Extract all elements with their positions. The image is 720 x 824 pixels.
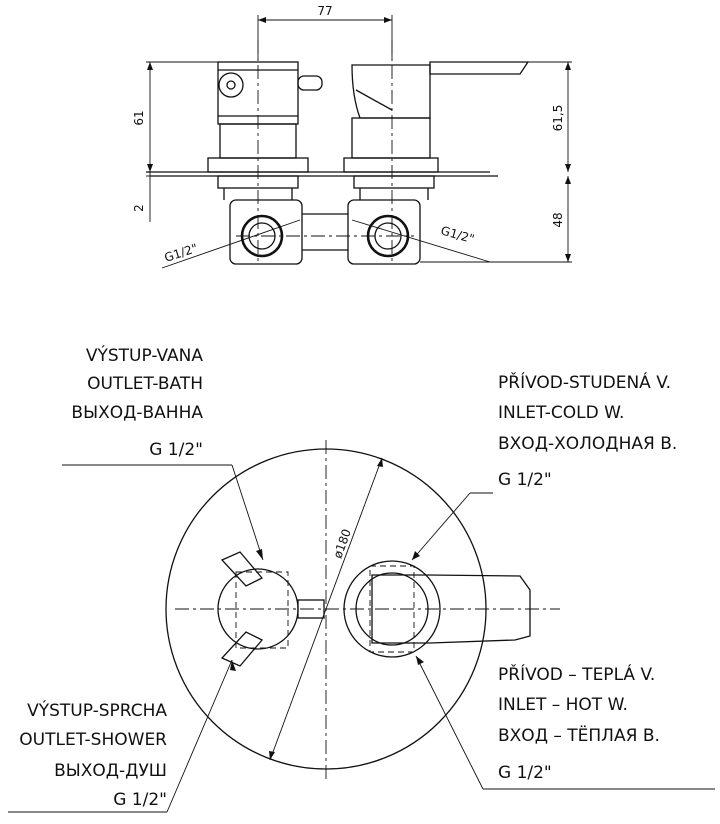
inlet-cold-line-2: INLET-COLD W. bbox=[498, 403, 625, 423]
inlet-hot-line-2: INLET – HOT W. bbox=[498, 695, 628, 715]
dim-2-text: 2 bbox=[132, 204, 146, 212]
label-outlet-shower bbox=[19, 699, 167, 810]
dim-77 bbox=[258, 4, 392, 60]
inlet-hot-line-4: G 1/2" bbox=[498, 763, 552, 783]
outlet-bath-line-1: VÝSTUP-VANA bbox=[85, 346, 203, 366]
left-diverter-body bbox=[208, 62, 322, 200]
dim-61-5-text: 61,5 bbox=[551, 104, 565, 132]
inlet-hot-line-3: ВХОД – ТЁПЛАЯ В. bbox=[498, 726, 660, 746]
front-view bbox=[8, 440, 715, 812]
inlet-hot-line-1: PŘÍVOD – TEPLÁ V. bbox=[498, 665, 656, 685]
dim-diameter-text: ø180 bbox=[330, 527, 354, 561]
outlet-bath-line-2: OUTLET-BATH bbox=[87, 374, 203, 394]
dim-61-5 bbox=[528, 62, 572, 172]
outlet-bath-line-4: G 1/2" bbox=[149, 440, 203, 460]
side-view bbox=[132, 4, 572, 268]
dim-48 bbox=[420, 176, 572, 262]
label-outlet-bath bbox=[71, 344, 203, 460]
thread-right bbox=[352, 220, 490, 262]
label-inlet-cold bbox=[498, 371, 677, 490]
right-mixer-body bbox=[344, 62, 528, 200]
dim-61-text: 61 bbox=[132, 110, 146, 126]
thread-left-text: G1/2" bbox=[162, 240, 200, 265]
dim-2 bbox=[132, 172, 160, 222]
outlet-shower-line-4: G 1/2" bbox=[113, 790, 167, 810]
inlet-cold-line-4: G 1/2" bbox=[498, 470, 552, 490]
dim-61 bbox=[132, 62, 218, 172]
outlet-bath-line-3: ВЫХОД-ВАННА bbox=[71, 403, 203, 423]
dim-48-text: 48 bbox=[551, 212, 565, 228]
outlet-shower-line-1: VÝSTUP-SPRCHA bbox=[27, 701, 167, 721]
inlet-cold-line-1: PŘÍVOD-STUDENÁ V. bbox=[498, 373, 672, 393]
outlet-shower-line-2: OUTLET-SHOWER bbox=[19, 730, 167, 750]
outlet-shower-line-3: ВЫХОД-ДУШ bbox=[54, 761, 167, 781]
inlet-cold-line-3: ВХОД-ХОЛОДНАЯ В. bbox=[498, 434, 678, 454]
label-inlet-hot bbox=[498, 663, 660, 783]
dim-77-text: 77 bbox=[317, 4, 333, 18]
thread-right-text: G1/2" bbox=[439, 223, 476, 247]
